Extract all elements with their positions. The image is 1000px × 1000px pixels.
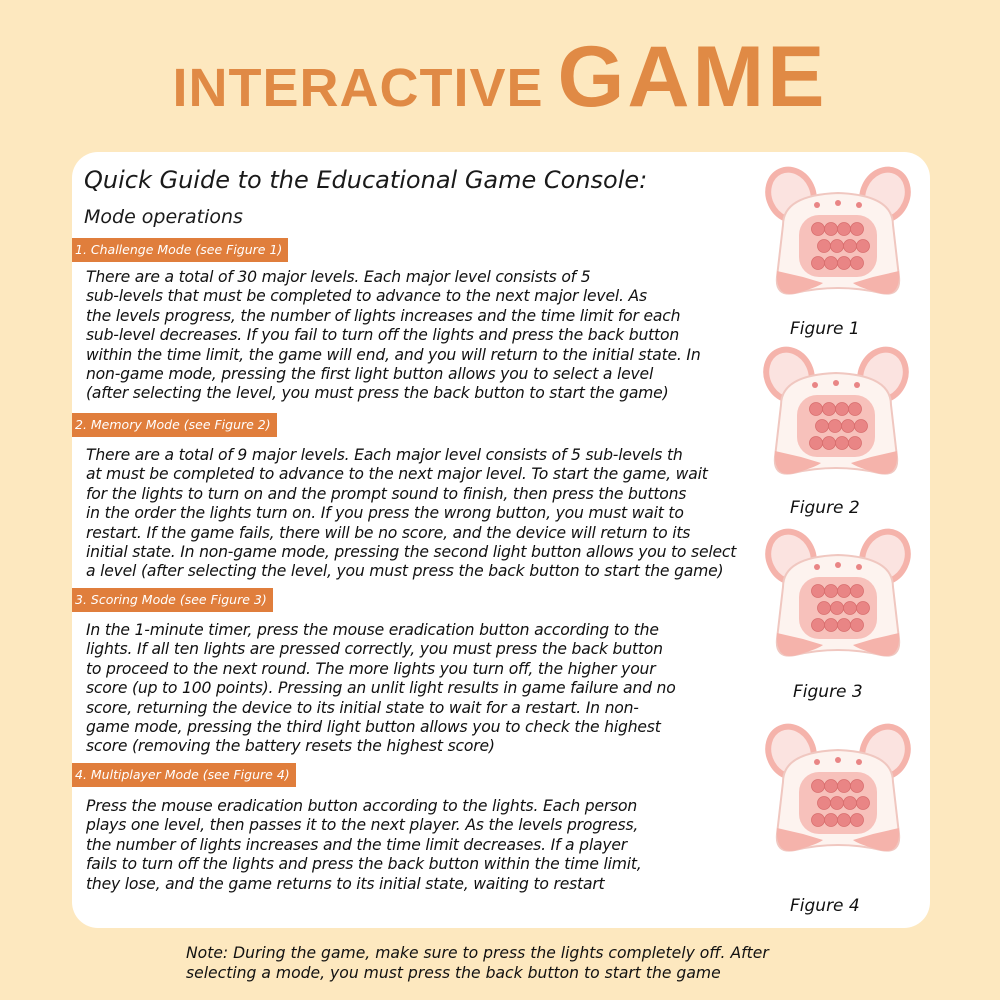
pop-button	[844, 602, 857, 615]
pop-button	[823, 403, 836, 416]
pop-button	[851, 780, 864, 793]
pop-button	[855, 420, 868, 433]
pop-button	[812, 223, 825, 236]
pop-button	[831, 602, 844, 615]
pop-button	[812, 257, 825, 270]
eye-dot	[833, 380, 839, 386]
eye-dot	[856, 759, 862, 765]
pop-button	[818, 797, 831, 810]
figure-label-3: Figure 3	[793, 682, 863, 702]
game-console-icon	[763, 165, 913, 315]
pop-button	[838, 619, 851, 632]
pop-button	[825, 814, 838, 827]
mode-body-scoring: In the 1-minute timer, press the mouse eradication button according to the lights. If all ten lights are pressed correctly, you must press the back button to proceed to the next round. The more lights you turn off, the higher your score (up to 100 points). Pressing an unlit light results in game failure and no score, returning the device to its initial state to wait for a restart. In non- game mode, pressing the third light button allows you to check the highest score (removing the battery resets the highest score)	[86, 621, 676, 756]
mode-body-memory: There are a total of 9 major levels. Each major level consists of 5 sub-levels th at must be completed to advance to the next major level. To start the game, wait for the lights to turn on and the prompt sound to finish, then press the buttons in the order the lights turn on. If you press the wrong button, you must wait to restart. If the game fails, there will be no score, and the device will return to its initial state. In non-game mode, pressing the second light button allows you to select a level (after selecting the level, you must press the back button to start the game)	[86, 446, 737, 581]
pop-button	[844, 240, 857, 253]
mode-heading-challenge: 1. Challenge Mode (see Figure 1)	[72, 238, 288, 262]
pop-button	[851, 619, 864, 632]
pop-button	[812, 814, 825, 827]
eye-dot	[814, 759, 820, 765]
page-title	[0, 28, 1000, 127]
pop-button	[812, 780, 825, 793]
eye-dot	[814, 202, 820, 208]
eye-dot	[835, 562, 841, 568]
game-console-figure-3	[763, 527, 913, 677]
game-console-figure-4	[763, 722, 913, 872]
pop-button	[849, 437, 862, 450]
pop-button	[851, 223, 864, 236]
eye-dot	[814, 564, 820, 570]
pop-button	[851, 585, 864, 598]
pop-button	[838, 257, 851, 270]
figure-label-4: Figure 4	[790, 896, 860, 916]
figure-label-1: Figure 1	[790, 319, 860, 339]
pop-button	[838, 814, 851, 827]
eye-dot	[835, 200, 841, 206]
pop-button	[825, 780, 838, 793]
pop-button	[838, 223, 851, 236]
pop-button	[851, 257, 864, 270]
pop-button	[836, 403, 849, 416]
pop-button	[818, 602, 831, 615]
pop-button	[857, 240, 870, 253]
pop-button	[812, 585, 825, 598]
pop-button	[825, 619, 838, 632]
pop-button	[844, 797, 857, 810]
eye-dot	[835, 757, 841, 763]
eye-dot	[812, 382, 818, 388]
pop-button	[849, 403, 862, 416]
mode-body-multiplayer: Press the mouse eradication button according to the lights. Each person plays one level, then passes it to the next player. As the levels progress, the number of lights increases and the time limit decreases. If a player fails to turn off the lights and press the back button within the time limit, they lose, and the game returns to its initial state, waiting to restart	[86, 797, 642, 893]
eye-dot	[854, 382, 860, 388]
title-small: INTERACTIVE	[172, 58, 544, 118]
game-console-icon	[761, 345, 911, 495]
title-big: GAME	[557, 29, 828, 125]
pop-button	[836, 437, 849, 450]
mode-body-challenge: There are a total of 30 major levels. Each major level consists of 5 sub-levels that must be completed to advance to the next major level. As the levels progress, the number of lights increases and the time limit for each sub-level decreases. If you fail to turn off the lights and press the back button within the time limit, the game will end, and you will return to the initial state. In non-game mode, pressing the first light button allows you to select a level (after selecting the level, you must press the back button to start the game)	[86, 268, 701, 403]
pop-button	[823, 437, 836, 450]
mode-heading-memory: 2. Memory Mode (see Figure 2)	[72, 413, 277, 437]
mode-heading-scoring: 3. Scoring Mode (see Figure 3)	[72, 588, 273, 612]
pop-button	[838, 585, 851, 598]
pop-button	[825, 585, 838, 598]
pop-button	[825, 223, 838, 236]
footer-note: Note: During the game, make sure to press the lights completely off. After selecting a mode, you must press the back button to start the game	[186, 944, 769, 982]
eye-dot	[856, 202, 862, 208]
pop-button	[810, 403, 823, 416]
mode-heading-multiplayer: 4. Multiplayer Mode (see Figure 4)	[72, 763, 296, 787]
pop-button	[838, 780, 851, 793]
figure-label-2: Figure 2	[790, 498, 860, 518]
game-console-figure-2	[761, 345, 911, 495]
pop-button	[829, 420, 842, 433]
pop-button	[851, 814, 864, 827]
pop-button	[825, 257, 838, 270]
pop-button	[810, 437, 823, 450]
guide-title: Quick Guide to the Educational Game Console:	[84, 166, 648, 194]
pop-button	[857, 602, 870, 615]
game-console-icon	[763, 527, 913, 677]
guide-subtitle: Mode operations	[84, 206, 243, 228]
pop-button	[818, 240, 831, 253]
pop-button	[842, 420, 855, 433]
eye-dot	[856, 564, 862, 570]
pop-button	[831, 240, 844, 253]
game-console-figure-1	[763, 165, 913, 315]
pop-button	[857, 797, 870, 810]
pop-button	[831, 797, 844, 810]
pop-button	[816, 420, 829, 433]
pop-button	[812, 619, 825, 632]
game-console-icon	[763, 722, 913, 872]
